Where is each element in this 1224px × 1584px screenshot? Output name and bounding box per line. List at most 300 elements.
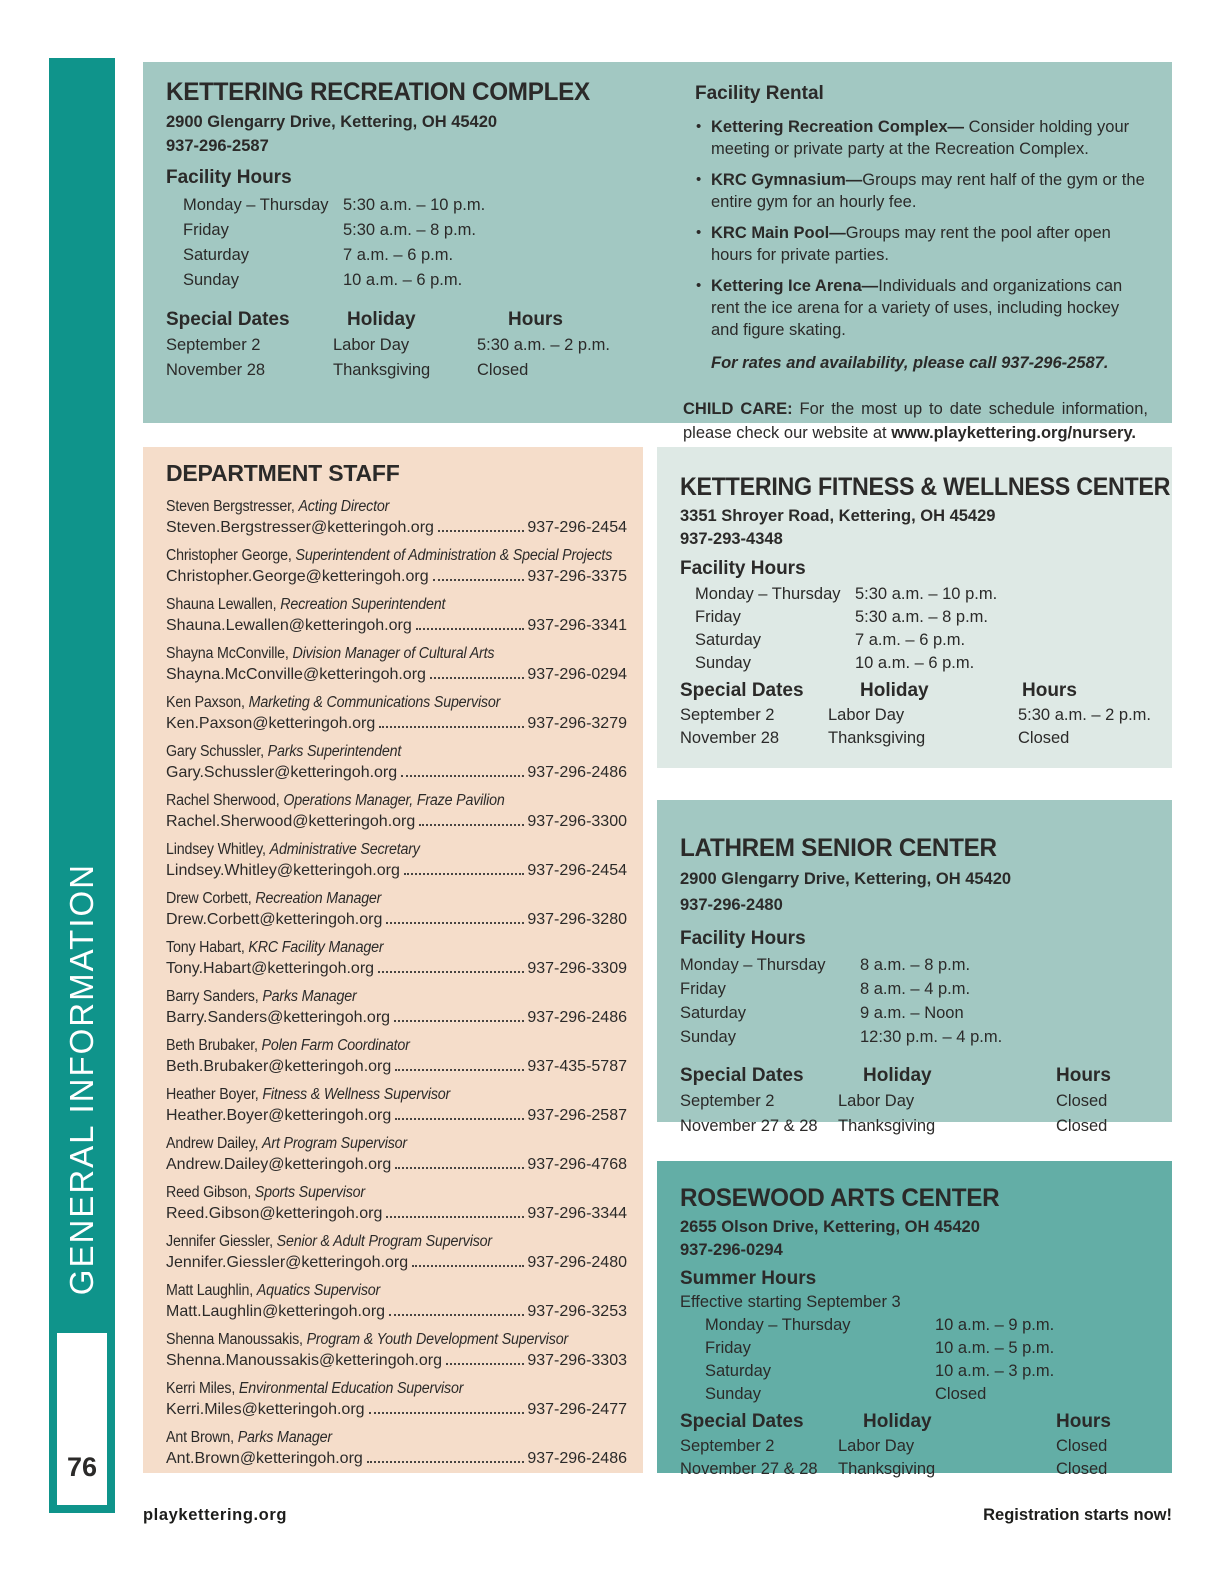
staff-phone: 937-296-2480 — [527, 1254, 627, 1271]
hours-day: Saturday — [705, 1362, 772, 1380]
staff-job-title: Recreation Superintendent — [280, 596, 446, 613]
lathrem-address: 2900 Glengarry Drive, Kettering, OH 45420 — [680, 870, 1012, 888]
staff-entry — [166, 692, 627, 734]
hours-time: 7 a.m. – 6 p.m. — [343, 246, 454, 264]
special-date-row — [680, 1114, 1154, 1139]
hours-time: 8 a.m. – 8 p.m. — [860, 956, 971, 974]
staff-email-link[interactable]: Andrew.Dailey@ketteringoh.org — [166, 1156, 392, 1173]
staff-name-line — [166, 1182, 590, 1203]
hours-time: 10 a.m. – 9 p.m. — [935, 1316, 1055, 1334]
lathrem-title: LATHREM SENIOR CENTER — [680, 834, 997, 862]
staff-name-line — [166, 643, 590, 664]
rental-facility-name: KRC Gymnasium— — [711, 171, 863, 189]
staff-phone: 937-296-2587 — [527, 1107, 627, 1124]
childcare-label: CHILD CARE: — [683, 400, 793, 418]
staff-phone: 937-296-3375 — [527, 568, 627, 585]
staff-name-line — [166, 1084, 590, 1105]
rental-bullet-item — [683, 275, 1148, 341]
staff-name-line — [166, 888, 590, 909]
staff-entry — [166, 594, 627, 636]
hours-time: 5:30 a.m. – 10 p.m. — [855, 585, 998, 603]
staff-phone: 937-296-3280 — [527, 911, 627, 928]
dot-leader — [369, 1412, 525, 1414]
footer-registration-note: Registration starts now! — [983, 1506, 1172, 1524]
krc-special-dates-table — [166, 306, 683, 383]
staff-job-title: Aquatics Supervisor — [256, 1282, 381, 1299]
hours-row — [680, 1383, 1154, 1406]
hours-day: Monday – Thursday — [705, 1316, 851, 1334]
hours-row — [680, 652, 1154, 675]
staff-job-title: Administrative Secretary — [269, 841, 420, 858]
staff-job-title: Recreation Manager — [255, 890, 382, 907]
special-hours: 5:30 a.m. – 2 p.m. — [477, 336, 610, 354]
hours-time: 5:30 a.m. – 8 p.m. — [343, 221, 476, 239]
facility-rental-heading: Facility Rental — [695, 83, 824, 104]
staff-name-line — [166, 790, 590, 811]
hours-time: Closed — [935, 1385, 987, 1403]
special-date: November 28 — [680, 729, 780, 747]
hours-time: 10 a.m. – 3 p.m. — [935, 1362, 1055, 1380]
staff-contact-line — [166, 1399, 627, 1420]
staff-entry — [166, 1329, 627, 1371]
staff-email-link[interactable]: Ant.Brown@ketteringoh.org — [166, 1450, 363, 1467]
staff-name-line — [166, 1280, 590, 1301]
hours-row — [680, 629, 1154, 652]
special-date-row — [680, 727, 1154, 750]
staff-name: Barry Sanders, — [166, 988, 259, 1005]
staff-email-link[interactable]: Barry.Sanders@ketteringoh.org — [166, 1009, 391, 1026]
staff-entry — [166, 1427, 627, 1469]
staff-job-title: Parks Superintendent — [267, 743, 402, 760]
staff-entry — [166, 790, 627, 832]
staff-entry — [166, 1133, 627, 1175]
staff-contact-line — [166, 860, 627, 881]
page-number: 76 — [66, 1452, 98, 1482]
staff-phone: 937-296-3279 — [527, 715, 627, 732]
bullet-icon: • — [696, 118, 702, 135]
dot-leader — [401, 775, 524, 777]
rental-facility-desc: Consider holding your meeting or private party at the Recreation Complex. — [711, 118, 1130, 158]
dot-leader — [416, 628, 525, 630]
rental-bullet-text — [711, 275, 1148, 341]
staff-name-line — [166, 839, 590, 860]
fitness-title: KETTERING FITNESS & WELLNESS CENTER — [680, 473, 1171, 501]
special-date-row — [680, 704, 1154, 727]
hours-day: Monday – Thursday — [183, 196, 329, 214]
department-staff-panel — [143, 447, 643, 1473]
dot-leader — [386, 1216, 524, 1218]
staff-email-link[interactable]: Reed.Gibson@ketteringoh.org — [166, 1205, 383, 1222]
staff-job-title: Superintendent of Administration & Special Projects — [295, 547, 613, 564]
dot-leader — [404, 873, 525, 875]
staff-entry — [166, 741, 627, 783]
staff-email-link[interactable]: Tony.Habart@ketteringoh.org — [166, 960, 375, 977]
special-holiday: Labor Day — [838, 1437, 915, 1455]
staff-heading: DEPARTMENT STAFF — [166, 460, 400, 486]
special-hours: Closed — [1056, 1437, 1108, 1455]
staff-entry — [166, 1231, 627, 1273]
rental-facility-name: Kettering Recreation Complex— — [711, 118, 965, 136]
staff-contact-line — [166, 762, 627, 783]
staff-contact-line — [166, 1105, 627, 1126]
special-date-row — [680, 1435, 1154, 1458]
staff-name: Heather Boyer, — [166, 1086, 259, 1103]
staff-email-link[interactable]: Matt.Laughlin@ketteringoh.org — [166, 1303, 386, 1320]
col-holiday: Holiday — [863, 1065, 932, 1086]
dot-leader — [430, 677, 524, 679]
dot-leader — [394, 1020, 524, 1022]
hours-time: 10 a.m. – 6 p.m. — [343, 271, 463, 289]
staff-name: Ken Paxson, — [166, 694, 245, 711]
dot-leader — [386, 922, 524, 924]
rental-facility-desc: Groups may rent the pool after open hours for private parties. — [711, 224, 1111, 264]
staff-phone: 937-296-3303 — [527, 1352, 627, 1369]
staff-job-title: Parks Manager — [237, 1429, 333, 1446]
fitness-special-dates-table — [680, 677, 1154, 750]
staff-email-link[interactable]: Beth.Brubaker@ketteringoh.org — [166, 1058, 392, 1075]
bullet-icon: • — [696, 224, 702, 241]
hours-time: 10 a.m. – 5 p.m. — [935, 1339, 1055, 1357]
hours-time: 5:30 a.m. – 8 p.m. — [855, 608, 988, 626]
childcare-url-link[interactable]: www.playkettering.org/nursery. — [891, 424, 1137, 442]
col-holiday: Holiday — [347, 309, 416, 330]
dot-leader — [395, 1167, 524, 1169]
special-date: November 28 — [166, 361, 266, 379]
special-date-row — [166, 333, 683, 358]
staff-job-title: Division Manager of Cultural Arts — [292, 645, 495, 662]
hours-day: Friday — [183, 221, 229, 239]
staff-email-link[interactable]: Shauna.Lewallen@ketteringoh.org — [166, 617, 412, 634]
special-date: September 2 — [166, 336, 261, 354]
rosewood-address: 2655 Olson Drive, Kettering, OH 45420 — [680, 1218, 980, 1236]
rosewood-special-dates-table — [680, 1408, 1154, 1481]
hours-row — [680, 1360, 1154, 1383]
hours-day: Sunday — [680, 1028, 736, 1046]
staff-contact-line — [166, 615, 627, 636]
special-dates-header — [166, 306, 683, 333]
krc-info-column — [143, 62, 683, 423]
staff-job-title: Acting Director — [298, 498, 390, 515]
staff-email-link[interactable]: Heather.Boyer@ketteringoh.org — [166, 1107, 392, 1124]
special-date-row — [680, 1089, 1154, 1114]
page-number-box — [57, 1333, 107, 1505]
staff-name: Andrew Dailey, — [166, 1135, 259, 1152]
staff-name: Rachel Sherwood, — [166, 792, 280, 809]
col-hours: Hours — [1056, 1411, 1111, 1432]
hours-day: Saturday — [183, 246, 250, 264]
staff-email-link[interactable]: Christopher.George@ketteringoh.org — [166, 568, 429, 585]
special-hours: 5:30 a.m. – 2 p.m. — [1018, 706, 1151, 724]
rental-bullet-text — [711, 222, 1148, 266]
hours-day: Sunday — [705, 1385, 761, 1403]
facility-rental-column — [683, 62, 1172, 442]
krc-hours-table — [166, 193, 683, 293]
special-holiday: Thanksgiving — [333, 361, 431, 379]
staff-entry — [166, 888, 627, 930]
special-date: September 2 — [680, 1437, 775, 1455]
staff-name: Shenna Manoussakis, — [166, 1331, 303, 1348]
staff-name: Tony Habart, — [166, 939, 245, 956]
col-special-dates: Special Dates — [680, 680, 804, 701]
staff-contact-line — [166, 811, 627, 832]
staff-phone: 937-296-2486 — [527, 1009, 627, 1026]
col-special-dates: Special Dates — [680, 1065, 804, 1086]
staff-name-line — [166, 1427, 590, 1448]
rental-bullet-item — [683, 169, 1148, 213]
staff-name-line — [166, 1378, 590, 1399]
staff-job-title: Senior & Adult Program Supervisor — [276, 1233, 492, 1250]
staff-phone: 937-296-3341 — [527, 617, 627, 634]
staff-job-title: Program & Youth Development Supervisor — [306, 1331, 569, 1348]
staff-entry — [166, 1378, 627, 1420]
staff-contact-line — [166, 909, 627, 930]
dot-leader — [395, 1118, 524, 1120]
staff-email-link[interactable]: Drew.Corbett@ketteringoh.org — [166, 911, 383, 928]
special-date-row — [166, 358, 683, 383]
hours-row — [680, 583, 1154, 606]
special-hours: Closed — [1056, 1460, 1108, 1478]
staff-name-line — [166, 1231, 590, 1252]
hours-time: 12:30 p.m. – 4 p.m. — [860, 1028, 1003, 1046]
special-dates-header — [680, 677, 1154, 704]
hours-row — [166, 268, 683, 293]
hours-row — [680, 1337, 1154, 1360]
dot-leader — [367, 1461, 525, 1463]
lathrem-special-dates-table — [680, 1062, 1154, 1139]
hours-day: Saturday — [695, 631, 762, 649]
rental-bullet-text — [711, 116, 1148, 160]
special-dates-header — [680, 1062, 1154, 1089]
staff-contact-line — [166, 566, 627, 587]
hours-row — [680, 1001, 1154, 1025]
staff-entry — [166, 986, 627, 1028]
dot-leader — [378, 971, 524, 973]
staff-contact-line — [166, 1203, 627, 1224]
staff-entry — [166, 1084, 627, 1126]
staff-contact-line — [166, 1350, 627, 1371]
rental-bullet-item — [683, 116, 1148, 160]
lathrem-phone: 937-296-2480 — [680, 896, 783, 914]
special-dates-header — [680, 1408, 1154, 1435]
dot-leader — [395, 1069, 524, 1071]
dot-leader — [438, 530, 524, 532]
staff-phone: 937-296-2454 — [527, 519, 627, 536]
hours-row — [166, 193, 683, 218]
staff-phone: 937-296-3309 — [527, 960, 627, 977]
staff-name-line — [166, 741, 590, 762]
staff-contact-line — [166, 1301, 627, 1322]
special-date: September 2 — [680, 706, 775, 724]
staff-name-line — [166, 986, 590, 1007]
staff-contact-line — [166, 517, 627, 538]
col-hours: Hours — [508, 309, 563, 330]
hours-day: Friday — [705, 1339, 751, 1357]
krc-hours-heading: Facility Hours — [166, 167, 292, 188]
krc-phone: 937-296-2587 — [166, 137, 269, 155]
krc-address: 2900 Glengarry Drive, Kettering, OH 45420 — [166, 113, 498, 131]
footer-website-link[interactable]: playkettering.org — [143, 1506, 288, 1524]
staff-name: Gary Schussler, — [166, 743, 264, 760]
hours-day: Saturday — [680, 1004, 747, 1022]
staff-entry — [166, 839, 627, 881]
staff-phone: 937-435-5787 — [527, 1058, 627, 1075]
staff-email-link[interactable]: Lindsey.Whitley@ketteringoh.org — [166, 862, 400, 879]
rental-facility-name: Kettering Ice Arena— — [711, 277, 879, 295]
staff-name-line — [166, 545, 613, 566]
rental-bullet-item — [683, 222, 1148, 266]
col-special-dates: Special Dates — [166, 309, 290, 330]
staff-job-title: Sports Supervisor — [254, 1184, 365, 1201]
staff-phone: 937-296-4768 — [527, 1156, 627, 1173]
lathrem-hours-table — [680, 953, 1154, 1049]
fitness-address: 3351 Shroyer Road, Kettering, OH 45429 — [680, 507, 996, 525]
staff-name-line — [166, 594, 590, 615]
lathrem-hours-heading: Facility Hours — [680, 928, 806, 949]
staff-entry — [166, 496, 627, 538]
special-holiday: Thanksgiving — [828, 729, 926, 747]
special-hours: Closed — [1056, 1092, 1108, 1110]
fitness-hours-table — [680, 583, 1154, 675]
col-hours: Hours — [1056, 1065, 1111, 1086]
staff-name-line — [166, 1133, 590, 1154]
hours-row — [680, 1314, 1154, 1337]
staff-entry — [166, 1182, 627, 1224]
dot-leader — [379, 726, 524, 728]
col-holiday: Holiday — [860, 680, 929, 701]
rental-facility-desc: Groups may rent half of the gym or the entire gym for an hourly fee. — [711, 171, 1145, 211]
rosewood-phone: 937-296-0294 — [680, 1241, 783, 1259]
special-holiday: Labor Day — [838, 1092, 915, 1110]
staff-job-title: Polen Farm Coordinator — [261, 1037, 410, 1054]
staff-contact-line — [166, 1056, 627, 1077]
special-holiday: Labor Day — [333, 336, 410, 354]
staff-contact-line — [166, 958, 627, 979]
staff-phone: 937-296-2454 — [527, 862, 627, 879]
dot-leader — [419, 824, 524, 826]
rosewood-title: ROSEWOOD ARTS CENTER — [680, 1184, 1000, 1212]
dot-leader — [412, 1265, 524, 1267]
staff-name-line — [166, 692, 590, 713]
hours-row — [166, 243, 683, 268]
staff-name-line — [166, 1329, 590, 1350]
staff-name: Matt Laughlin, — [166, 1282, 254, 1299]
col-special-dates: Special Dates — [680, 1411, 804, 1432]
hours-day: Friday — [680, 980, 726, 998]
special-hours: Closed — [1056, 1117, 1108, 1135]
rosewood-hours-heading: Summer Hours — [680, 1268, 817, 1289]
staff-entry — [166, 643, 627, 685]
col-holiday: Holiday — [863, 1411, 932, 1432]
rental-facility-desc: Individuals and organizations can rent the ice arena for a variety of uses, including hockey and figure skating. — [711, 277, 1123, 339]
staff-email-link[interactable]: Steven.Bergstresser@ketteringoh.org — [166, 519, 434, 536]
section-sidebar-tab — [49, 58, 115, 1513]
staff-name: Jennifer Giessler, — [166, 1233, 273, 1250]
staff-job-title: Marketing & Communications Supervisor — [248, 694, 501, 711]
special-holiday: Labor Day — [828, 706, 905, 724]
staff-name: Shauna Lewallen, — [166, 596, 277, 613]
staff-job-title: Parks Manager — [262, 988, 357, 1005]
krc-title: KETTERING RECREATION COMPLEX — [166, 78, 590, 106]
staff-name: Kerri Miles, — [166, 1380, 236, 1397]
page-footer — [143, 1506, 1172, 1525]
hours-time: 9 a.m. – Noon — [860, 1004, 964, 1022]
special-hours: Closed — [477, 361, 529, 379]
staff-email-link[interactable]: Ken.Paxson@ketteringoh.org — [166, 715, 376, 732]
staff-contact-line — [166, 664, 627, 685]
staff-entry — [166, 937, 627, 979]
staff-email-link[interactable]: Gary.Schussler@ketteringoh.org — [166, 764, 398, 781]
hours-day: Monday – Thursday — [680, 956, 826, 974]
staff-entry — [166, 545, 627, 587]
staff-email-link[interactable]: Shenna.Manoussakis@ketteringoh.org — [166, 1352, 442, 1369]
staff-job-title: KRC Facility Manager — [248, 939, 384, 956]
hours-day: Sunday — [183, 271, 239, 289]
hours-day: Sunday — [695, 654, 751, 672]
dot-leader — [389, 1314, 524, 1316]
fitness-hours-heading: Facility Hours — [680, 558, 806, 579]
staff-name-line — [166, 1035, 590, 1056]
staff-email-link[interactable]: Jennifer.Giessler@ketteringoh.org — [166, 1254, 409, 1271]
rosewood-effective-note: Effective starting September 3 — [680, 1293, 901, 1311]
childcare-text: For the most up to date schedule information, please check our website at — [683, 400, 1148, 442]
staff-job-title: Art Program Supervisor — [262, 1135, 407, 1152]
staff-entry — [166, 1280, 627, 1322]
staff-job-title: Fitness & Wellness Supervisor — [262, 1086, 451, 1103]
hours-time: 5:30 a.m. – 10 p.m. — [343, 196, 486, 214]
staff-name: Shayna McConville, — [166, 645, 289, 662]
special-date: September 2 — [680, 1092, 775, 1110]
special-holiday: Thanksgiving — [838, 1460, 936, 1478]
staff-name: Christopher George, — [166, 547, 292, 564]
staff-name-line — [166, 937, 590, 958]
section-label: GENERAL INFORMATION — [63, 862, 100, 1295]
rental-bullet-text — [711, 169, 1148, 213]
hours-row — [166, 218, 683, 243]
dot-leader — [446, 1363, 524, 1365]
rental-facility-name: KRC Main Pool— — [711, 224, 846, 242]
staff-name: Beth Brubaker, — [166, 1037, 258, 1054]
special-holiday: Thanksgiving — [838, 1117, 936, 1135]
dot-leader — [433, 579, 525, 581]
staff-job-title: Environmental Education Supervisor — [238, 1380, 464, 1397]
staff-contact-line — [166, 713, 627, 734]
staff-email-link[interactable]: Kerri.Miles@ketteringoh.org — [166, 1401, 365, 1418]
rosewood-center-panel — [657, 1161, 1172, 1478]
staff-email-link[interactable]: Shayna.McConville@ketteringoh.org — [166, 666, 426, 683]
fitness-phone: 937-293-4348 — [680, 530, 783, 548]
staff-name-line — [166, 496, 590, 517]
col-hours: Hours — [1022, 680, 1077, 701]
staff-name: Lindsey Whitley, — [166, 841, 266, 858]
hours-time: 8 a.m. – 4 p.m. — [860, 980, 971, 998]
staff-email-link[interactable]: Rachel.Sherwood@ketteringoh.org — [166, 813, 416, 830]
staff-entry — [166, 1035, 627, 1077]
hours-day: Friday — [695, 608, 741, 626]
staff-phone: 937-296-2486 — [527, 764, 627, 781]
staff-contact-line — [166, 1448, 627, 1469]
hours-row — [680, 977, 1154, 1001]
facility-rental-list — [683, 116, 1148, 341]
staff-contact-line — [166, 1252, 627, 1273]
staff-phone: 937-296-3344 — [527, 1205, 627, 1222]
bullet-icon: • — [696, 171, 702, 188]
hours-row — [680, 1025, 1154, 1049]
hours-time: 10 a.m. – 6 p.m. — [855, 654, 975, 672]
fitness-center-panel — [657, 447, 1172, 768]
staff-phone: 937-296-0294 — [527, 666, 627, 683]
staff-phone: 937-296-2477 — [527, 1401, 627, 1418]
staff-name: Steven Bergstresser, — [166, 498, 295, 515]
